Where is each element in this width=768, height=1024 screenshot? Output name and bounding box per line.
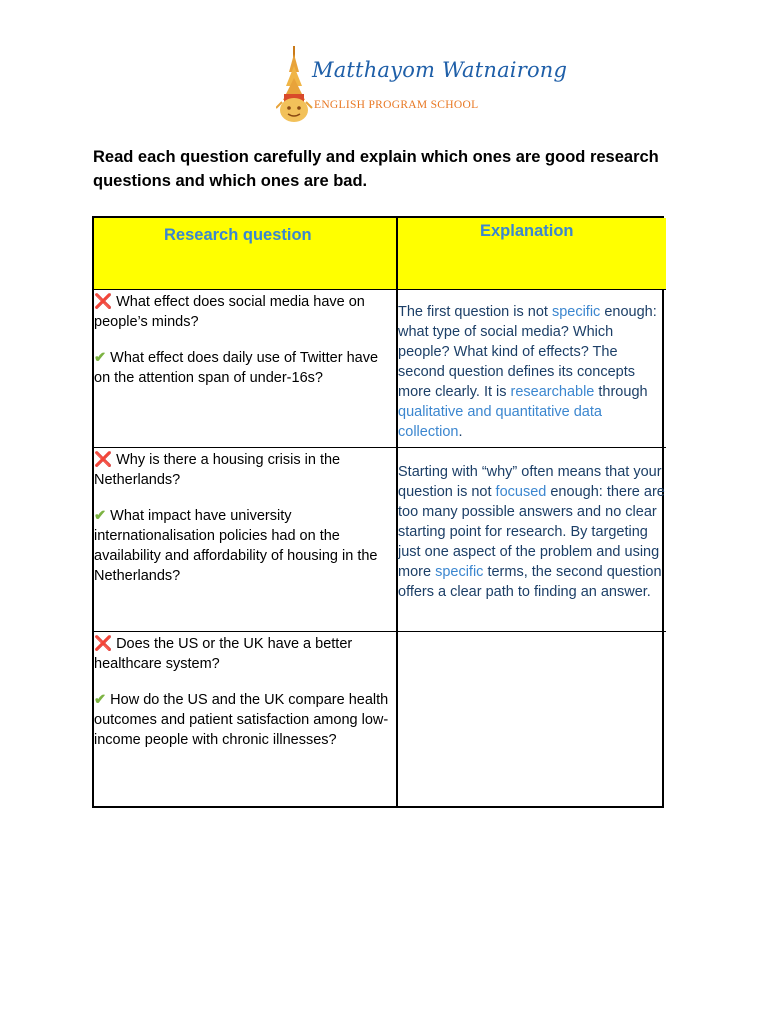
good-question-text: What effect does daily use of Twitter have on the attention span of under-16s?	[94, 350, 379, 386]
table-row-question	[94, 632, 398, 806]
good-question	[94, 506, 396, 586]
bad-question-text: What effect does social media have on people’s minds?	[94, 294, 365, 330]
check-icon: ✔	[94, 692, 107, 708]
cross-icon: ❌	[94, 294, 113, 310]
good-question	[94, 348, 396, 388]
explanation-part: .	[458, 424, 463, 440]
explanation-text	[398, 302, 666, 442]
header-explanation	[398, 218, 666, 290]
highlight-term: qualitative and quantitative data collection	[398, 404, 602, 440]
header-research-question	[94, 218, 398, 290]
table-row-explanation	[398, 448, 666, 632]
explanation-part: Starting with “why” often means that your question is not	[398, 464, 662, 500]
explanation-part: The first question is not	[398, 304, 552, 320]
highlight-term: focused	[495, 484, 547, 500]
instructions-heading: Read each question carefully and explain which ones are good research questions and which ones are bad.	[93, 148, 659, 190]
good-question	[94, 690, 396, 750]
explanation-part: through	[594, 384, 648, 400]
header-research-question-label: Research question	[164, 226, 312, 244]
good-question-text: How do the US and the UK compare health outcomes and patient satisfaction among low-income people with chronic illnesses?	[94, 692, 389, 748]
temple-spire-icon	[276, 44, 316, 124]
header-explanation-label: Explanation	[480, 222, 574, 240]
cross-icon: ❌	[94, 636, 113, 652]
highlight-term: specific	[551, 304, 601, 320]
table-row-question	[94, 290, 398, 448]
table-row-question	[94, 448, 398, 632]
explanation-text	[398, 462, 666, 602]
table-row-explanation-empty	[398, 632, 666, 806]
good-question-text: What impact have university internationalisation policies had on the availability and affordability of housing in the Netherlands?	[94, 508, 378, 584]
logo-school-name: Matthayom Watnairong	[312, 58, 568, 82]
research-question-table	[92, 216, 664, 808]
check-icon: ✔	[94, 508, 107, 524]
explanation-part: terms, the second question offers a clear path to finding an answer.	[398, 564, 662, 600]
bad-question-text: Why is there a housing crisis in the Netherlands?	[94, 452, 341, 488]
logo-program-name: ENGLISH PROGRAM SCHOOL	[314, 99, 479, 111]
highlight-term: researchable	[510, 384, 595, 400]
bad-question-text: Does the US or the UK have a better healthcare system?	[94, 636, 353, 672]
table-row-explanation	[398, 290, 666, 448]
check-icon: ✔	[94, 350, 107, 366]
bad-question	[94, 634, 396, 674]
cross-icon: ❌	[94, 452, 113, 468]
explanation-part: enough: there are too many possible answers and no clear starting point for research. By targeting just one aspect of the problem and using more	[398, 484, 665, 580]
bad-question	[94, 450, 396, 490]
bad-question	[94, 292, 396, 332]
school-logo	[276, 44, 568, 124]
highlight-term: specific	[435, 564, 484, 580]
explanation-part: enough: what type of social media? Which people? What kind of effects? The second question defines its concepts more clearly. It is	[398, 304, 657, 400]
